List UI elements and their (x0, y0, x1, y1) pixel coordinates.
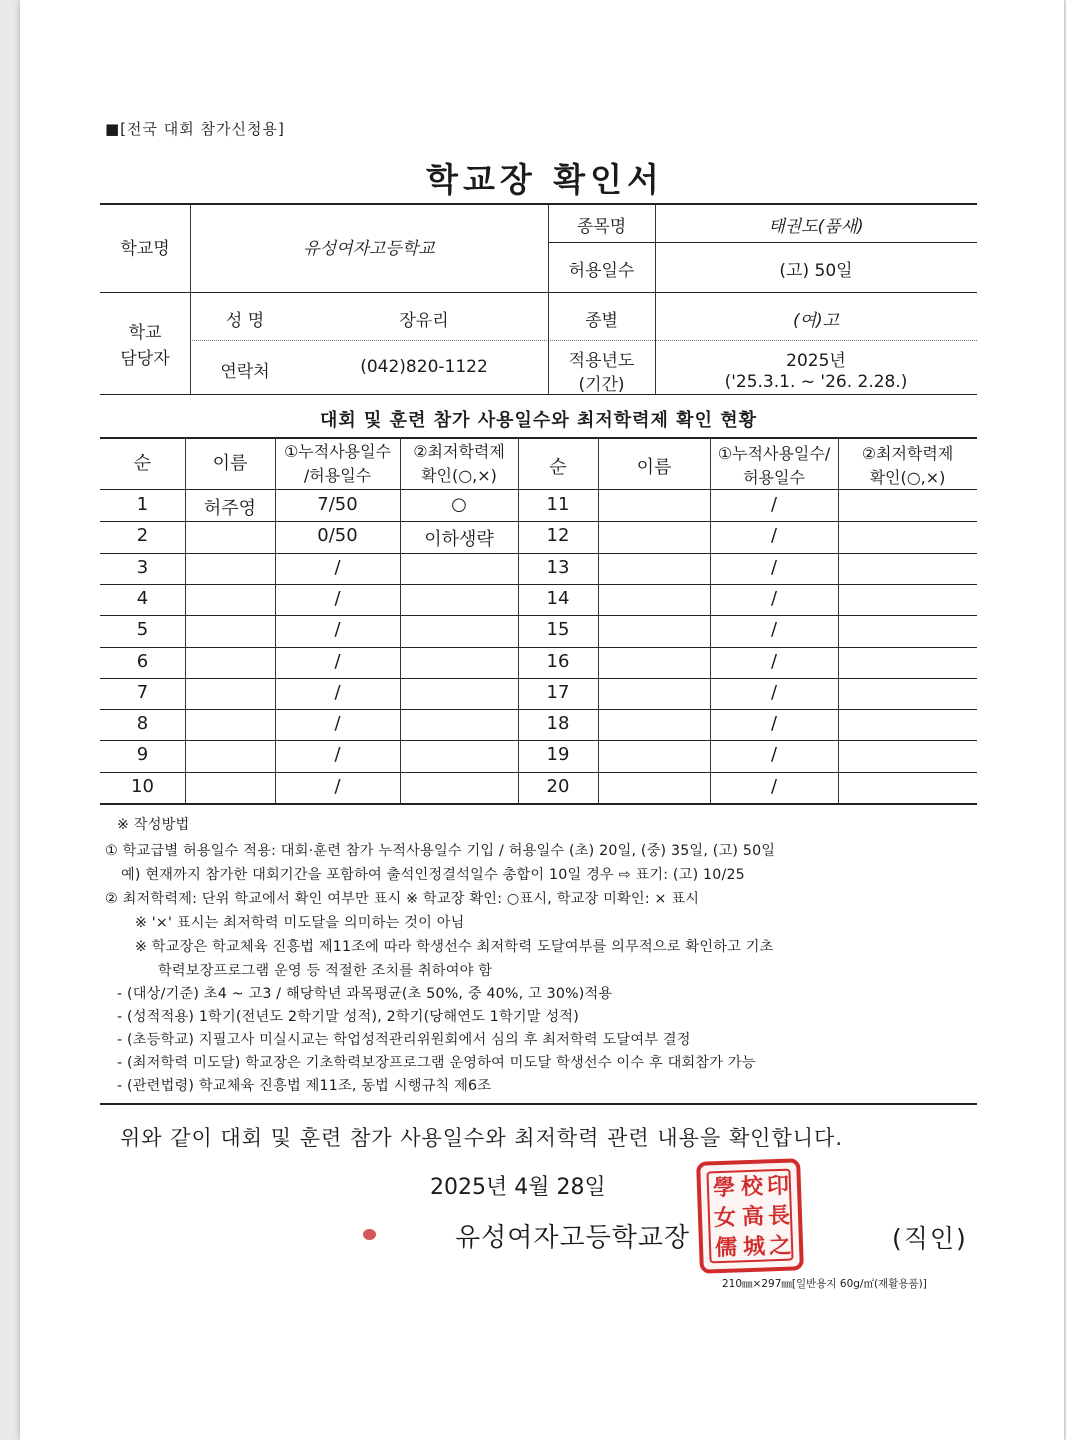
cell-no: 11 (546, 494, 570, 515)
row-rule (100, 803, 977, 805)
cell-used: / (334, 619, 341, 641)
cell-no: 20 (546, 775, 570, 797)
note-line: - (초등학교) 지필고사 미실시교는 학업성적관리위원회에서 심의 후 최저학력 도달여부 결정 (117, 1032, 691, 1048)
cell-no: 5 (136, 619, 149, 641)
info-rule-1 (548, 242, 977, 243)
note-line: - (최저학력 미도달) 학교장은 기초학력보장프로그램 운영하여 미도달 학생선수 이수 후 대회참가 가능 (117, 1055, 756, 1071)
cell-no: 9 (136, 744, 149, 766)
period-value: ('25.3.1. ~ '26. 2.28.) (724, 372, 908, 392)
confirm-date: 2025년 4월 28일 (430, 1175, 606, 1200)
info-rule-2 (100, 292, 977, 293)
cell-check: ○ (451, 494, 467, 515)
cell-used: / (770, 556, 778, 578)
cell-used: / (334, 681, 341, 703)
cell-no: 12 (546, 525, 570, 547)
note-line: - (성적적용) 1학기(전년도 2학기말 성적), 2학기(당해연도 1학기말 성적) (117, 1009, 579, 1025)
row-rule (100, 521, 977, 522)
cell-used: / (770, 525, 778, 547)
cell-no: 14 (546, 587, 570, 609)
header-name: 이름 (212, 453, 248, 474)
cell-no: 1 (136, 494, 149, 515)
cell-used: / (770, 713, 778, 735)
document-page (20, 0, 1064, 1440)
cell-used: / (334, 744, 341, 766)
year-label-1: 적용년도 (568, 351, 635, 371)
cell-no: 17 (546, 681, 570, 703)
header-check-right-2: 확인(○,×) (869, 468, 946, 487)
usage-col-1 (185, 438, 186, 804)
cell-no: 7 (136, 681, 149, 703)
row-rule (100, 647, 977, 648)
header-used-1: ①누적사용일수 (283, 442, 392, 461)
cell-used: / (334, 650, 341, 672)
cell-no: 16 (546, 650, 570, 672)
year-label-2: (기간) (578, 375, 625, 395)
usage-col-3 (400, 438, 401, 804)
info-rule-3 (190, 340, 977, 341)
cell-used: / (770, 775, 778, 797)
cell-no: 13 (546, 556, 570, 578)
allowed-days-label: 허용일수 (568, 261, 635, 281)
cell-used: 7/50 (317, 494, 358, 515)
note-line: 예) 현재까지 참가한 대회기간을 포함하여 출석인정결석일수 총합이 10일 경우 ⇨ 표기: (고) 10/25 (121, 867, 745, 883)
usage-top-rule (100, 437, 977, 439)
usage-col-5 (598, 438, 599, 804)
paper-spec: 210㎜×297㎜[일반용지 60g/㎡(재활용품)] (722, 1278, 927, 1290)
school-name: 유성여자고등학교 (303, 239, 435, 259)
official-seal: 學 校 印 女 高 長 儒 城 之 (696, 1158, 804, 1274)
footer-rule (100, 1103, 977, 1105)
cell-no: 6 (136, 650, 149, 672)
row-rule (100, 772, 977, 773)
contact-value: (042)820-1122 (360, 357, 488, 377)
cell-no: 10 (131, 775, 154, 797)
year-value: 2025년 (786, 351, 846, 371)
cell-check: 이하생략 (424, 529, 494, 551)
event-label: 종목명 (576, 217, 627, 237)
gender-value: (여)고 (792, 311, 840, 331)
section-title: 대회 및 훈련 참가 사용일수와 최저학력제 확인 현황 (319, 410, 757, 431)
cell-no: 15 (546, 619, 570, 641)
note-line: 학력보장프로그램 운영 등 적절한 조치를 취하여야 함 (158, 963, 493, 979)
cell-used: / (334, 713, 341, 735)
school-label: 학교명 (120, 239, 170, 259)
cell-used: / (334, 556, 341, 578)
cell-used: / (770, 650, 778, 672)
row-rule (100, 740, 977, 741)
cell-used: / (334, 775, 341, 797)
usage-col-7 (838, 438, 839, 804)
cell-no: 2 (136, 525, 149, 547)
cell-name: 허주영 (203, 498, 257, 519)
instructions-heading: ※ 작성방법 (117, 817, 190, 833)
form-tag: ■[전국 대회 참가신청용] (105, 120, 285, 138)
school-signature: 유성여자고등학교장 (455, 1223, 691, 1253)
header-used-2: /허용일수 (303, 466, 372, 485)
note-line: ※ '×' 표시는 최저학력 미도달을 의미하는 것이 아님 (135, 915, 465, 931)
document-title: 학교장 확인서 (426, 160, 664, 199)
header-no: 순 (133, 453, 152, 474)
note-line: ① 학교급별 허용일수 적용: 대회·훈련 참가 누적사용일수 기입 / 허용일수 (초) 20일, (중) 35일, (고) 50일 (105, 843, 776, 859)
cell-used: / (334, 587, 341, 609)
cell-no: 8 (136, 713, 149, 735)
seal-label: (직인) (892, 1224, 968, 1253)
note-line: - (대상/기준) 초4 ~ 고3 / 해당학년 과목평균(초 50%, 중 40%, 고 30%)적용 (117, 986, 613, 1002)
cell-no: 3 (136, 556, 149, 578)
cell-no: 4 (136, 587, 149, 609)
allowed-days-value: (고) 50일 (779, 261, 853, 281)
cell-no: 18 (546, 713, 570, 735)
contact-label: 연락처 (220, 362, 270, 382)
header-check-right-1: ②최저학력제 (861, 444, 954, 463)
ink-spot (363, 1229, 376, 1240)
row-rule (100, 615, 977, 616)
info-top-rule (100, 203, 977, 205)
name-value: 장유리 (399, 311, 449, 331)
header-used-right-2: 허용일수 (743, 468, 805, 487)
cell-used: / (770, 619, 778, 641)
row-rule (100, 584, 977, 585)
header-name-right: 이름 (636, 457, 672, 478)
row-rule (100, 678, 977, 679)
header-check-1: ②최저학력제 (413, 442, 505, 461)
gender-label: 종별 (585, 311, 618, 331)
cell-used: / (770, 744, 778, 766)
header-used-right-1: ①누적사용일수/ (717, 444, 831, 463)
info-bottom-rule (100, 394, 977, 395)
name-label: 성 명 (225, 311, 265, 331)
manager-label-1: 학교 (128, 323, 162, 343)
note-line: ② 최저학력제: 단위 학교에서 확인 여부만 표시 ※ 학교장 확인: ○표시, 학교장 미확인: × 표시 (105, 891, 700, 907)
row-rule (100, 553, 977, 554)
cell-used: 0/50 (317, 525, 358, 547)
cell-used: / (770, 587, 778, 609)
manager-label-2: 담당자 (120, 349, 170, 369)
header-no-right: 순 (549, 457, 567, 478)
cell-used: / (770, 494, 778, 515)
cell-no: 19 (546, 744, 570, 766)
cell-used: / (770, 681, 778, 703)
row-rule (100, 709, 977, 710)
note-line: ※ 학교장은 학교체육 진흥법 제11조에 따라 학생선수 최저학력 도달여부를 의무적으로 확인하고 기초 (135, 939, 774, 955)
header-check-2: 확인(○,×) (421, 466, 497, 485)
confirm-text: 위와 같이 대회 및 훈련 참가 사용일수와 최저학력 관련 내용을 확인합니다. (120, 1126, 844, 1150)
event-value: 태권도(품새) (768, 217, 864, 237)
note-line: - (관련법령) 학교체육 진흥법 제11조, 동법 시행규칙 제6조 (117, 1078, 492, 1094)
